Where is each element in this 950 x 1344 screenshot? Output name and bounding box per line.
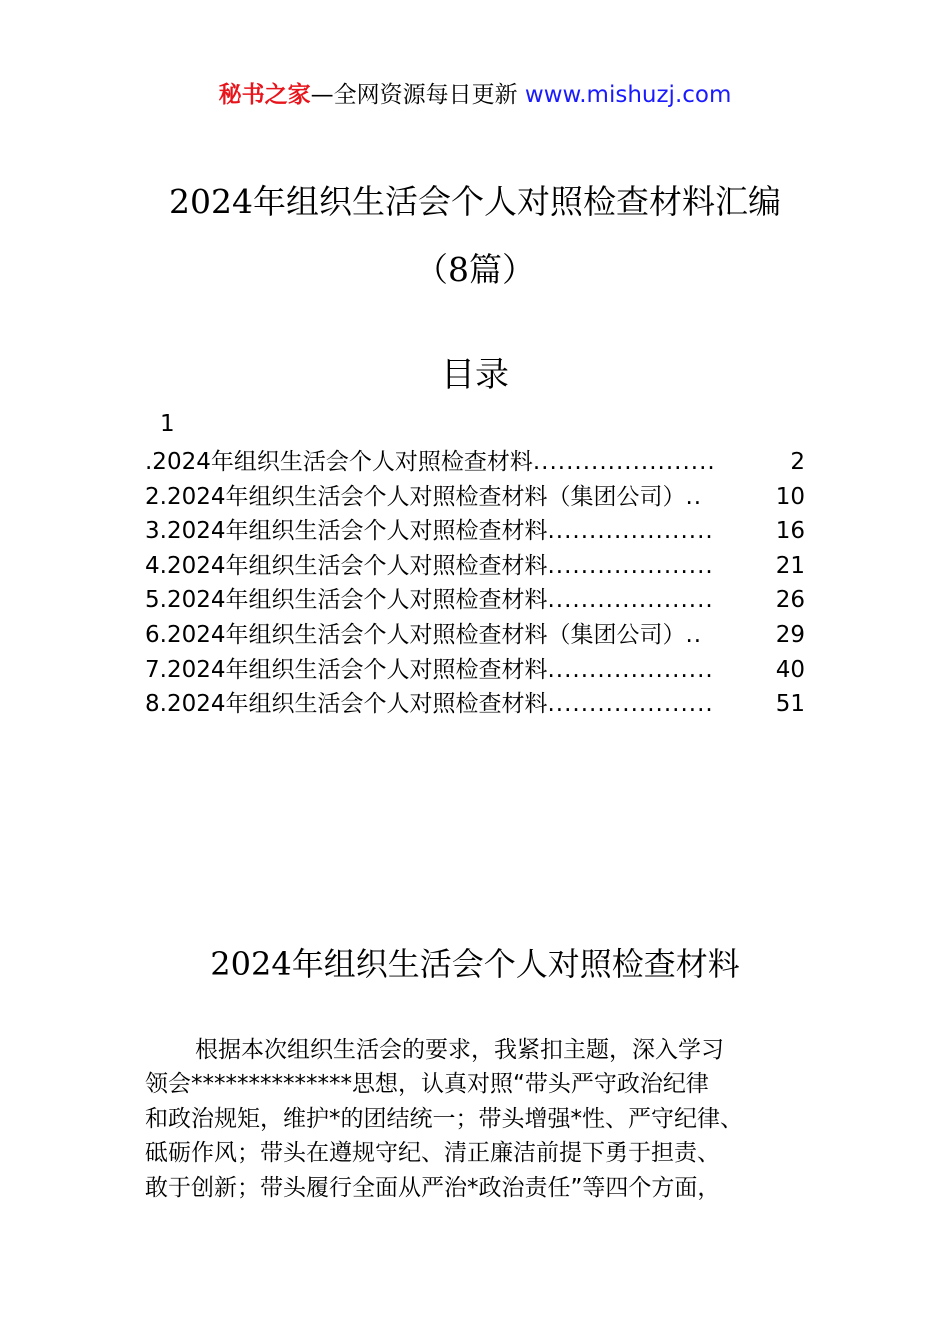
- body-paragraph: [145, 1033, 813, 1205]
- paragraph-line: 领会**************思想，认真对照“带头严守政治纪律: [145, 1071, 709, 1098]
- toc-entry-4[interactable]: [145, 549, 805, 584]
- toc-entry-leader: ....................: [547, 552, 714, 579]
- toc-entry-label: 3.2024年组织生活会个人对照检查材料: [145, 518, 548, 545]
- toc-entry-page: 26: [775, 587, 805, 614]
- toc-entry-page: 21: [775, 552, 805, 579]
- toc-entry-leader: ....................: [547, 518, 714, 545]
- toc-entry-page: 16: [775, 518, 805, 545]
- toc-entry-5[interactable]: [145, 583, 805, 618]
- paragraph-line: 根据本次组织生活会的要求，我紧扣主题，深入学习: [195, 1037, 724, 1063]
- toc-entry-page: 10: [775, 483, 805, 510]
- toc-entry-page: 51: [775, 691, 805, 718]
- toc-entry-8[interactable]: [145, 687, 805, 722]
- toc-entry-label: .2024年组织生活会个人对照检查材料: [145, 449, 533, 475]
- document-subtitle-count: （8篇）: [415, 250, 535, 289]
- toc-heading: 目录: [441, 355, 509, 395]
- toc-entry-page: 40: [775, 656, 805, 683]
- toc-entry-label: 4.2024年组织生活会个人对照检查材料: [145, 552, 548, 579]
- toc-entry-leader: ..: [685, 621, 703, 648]
- site-header: [0, 80, 950, 110]
- toc-entry-leader: ....................: [547, 656, 714, 683]
- site-url-link[interactable]: www.mishuzj.com: [524, 82, 732, 108]
- toc-entry-leader: ......................: [532, 449, 716, 475]
- toc-entry-6[interactable]: [145, 618, 805, 653]
- paragraph-line: 砥砺作风；带头在遵规守纪、清正廉洁前提下勇于担责、: [145, 1140, 720, 1167]
- toc-entry-label: 2.2024年组织生活会个人对照检查材料（集团公司）: [145, 483, 686, 510]
- toc-entry-label: 5.2024年组织生活会个人对照检查材料: [145, 587, 548, 614]
- site-tagline: —全网资源每日更新: [310, 82, 518, 108]
- toc-entry-label: 6.2024年组织生活会个人对照检查材料（集团公司）: [145, 621, 686, 648]
- toc-entry-3[interactable]: [145, 514, 805, 549]
- toc-list: [145, 445, 805, 722]
- toc-entry-leader: ....................: [547, 587, 714, 614]
- toc-entry-1[interactable]: [145, 445, 805, 480]
- toc-entry-2[interactable]: [145, 480, 805, 515]
- toc-entry-page: 2: [790, 449, 805, 475]
- site-brand: 秘书之家: [218, 82, 311, 108]
- toc-entry-label: 8.2024年组织生活会个人对照检查材料: [145, 691, 548, 718]
- toc-entry-leader: ....................: [547, 691, 714, 718]
- document-title: 2024年组织生活会个人对照检查材料汇编: [169, 182, 781, 221]
- toc-first-number: 1: [160, 411, 175, 437]
- paragraph-line: 和政治规矩，维护*的团结统一；带头增强*性、严守纪律、: [145, 1105, 743, 1132]
- toc-entry-7[interactable]: [145, 653, 805, 688]
- paragraph-line: 敢于创新；带头履行全面从严治*政治责任”等四个方面，: [145, 1174, 721, 1201]
- toc-entry-leader: ..: [685, 483, 703, 510]
- toc-entry-page: 29: [775, 621, 805, 648]
- toc-entry-label: 7.2024年组织生活会个人对照检查材料: [145, 656, 548, 683]
- section-heading: 2024年组织生活会个人对照检查材料: [210, 945, 740, 983]
